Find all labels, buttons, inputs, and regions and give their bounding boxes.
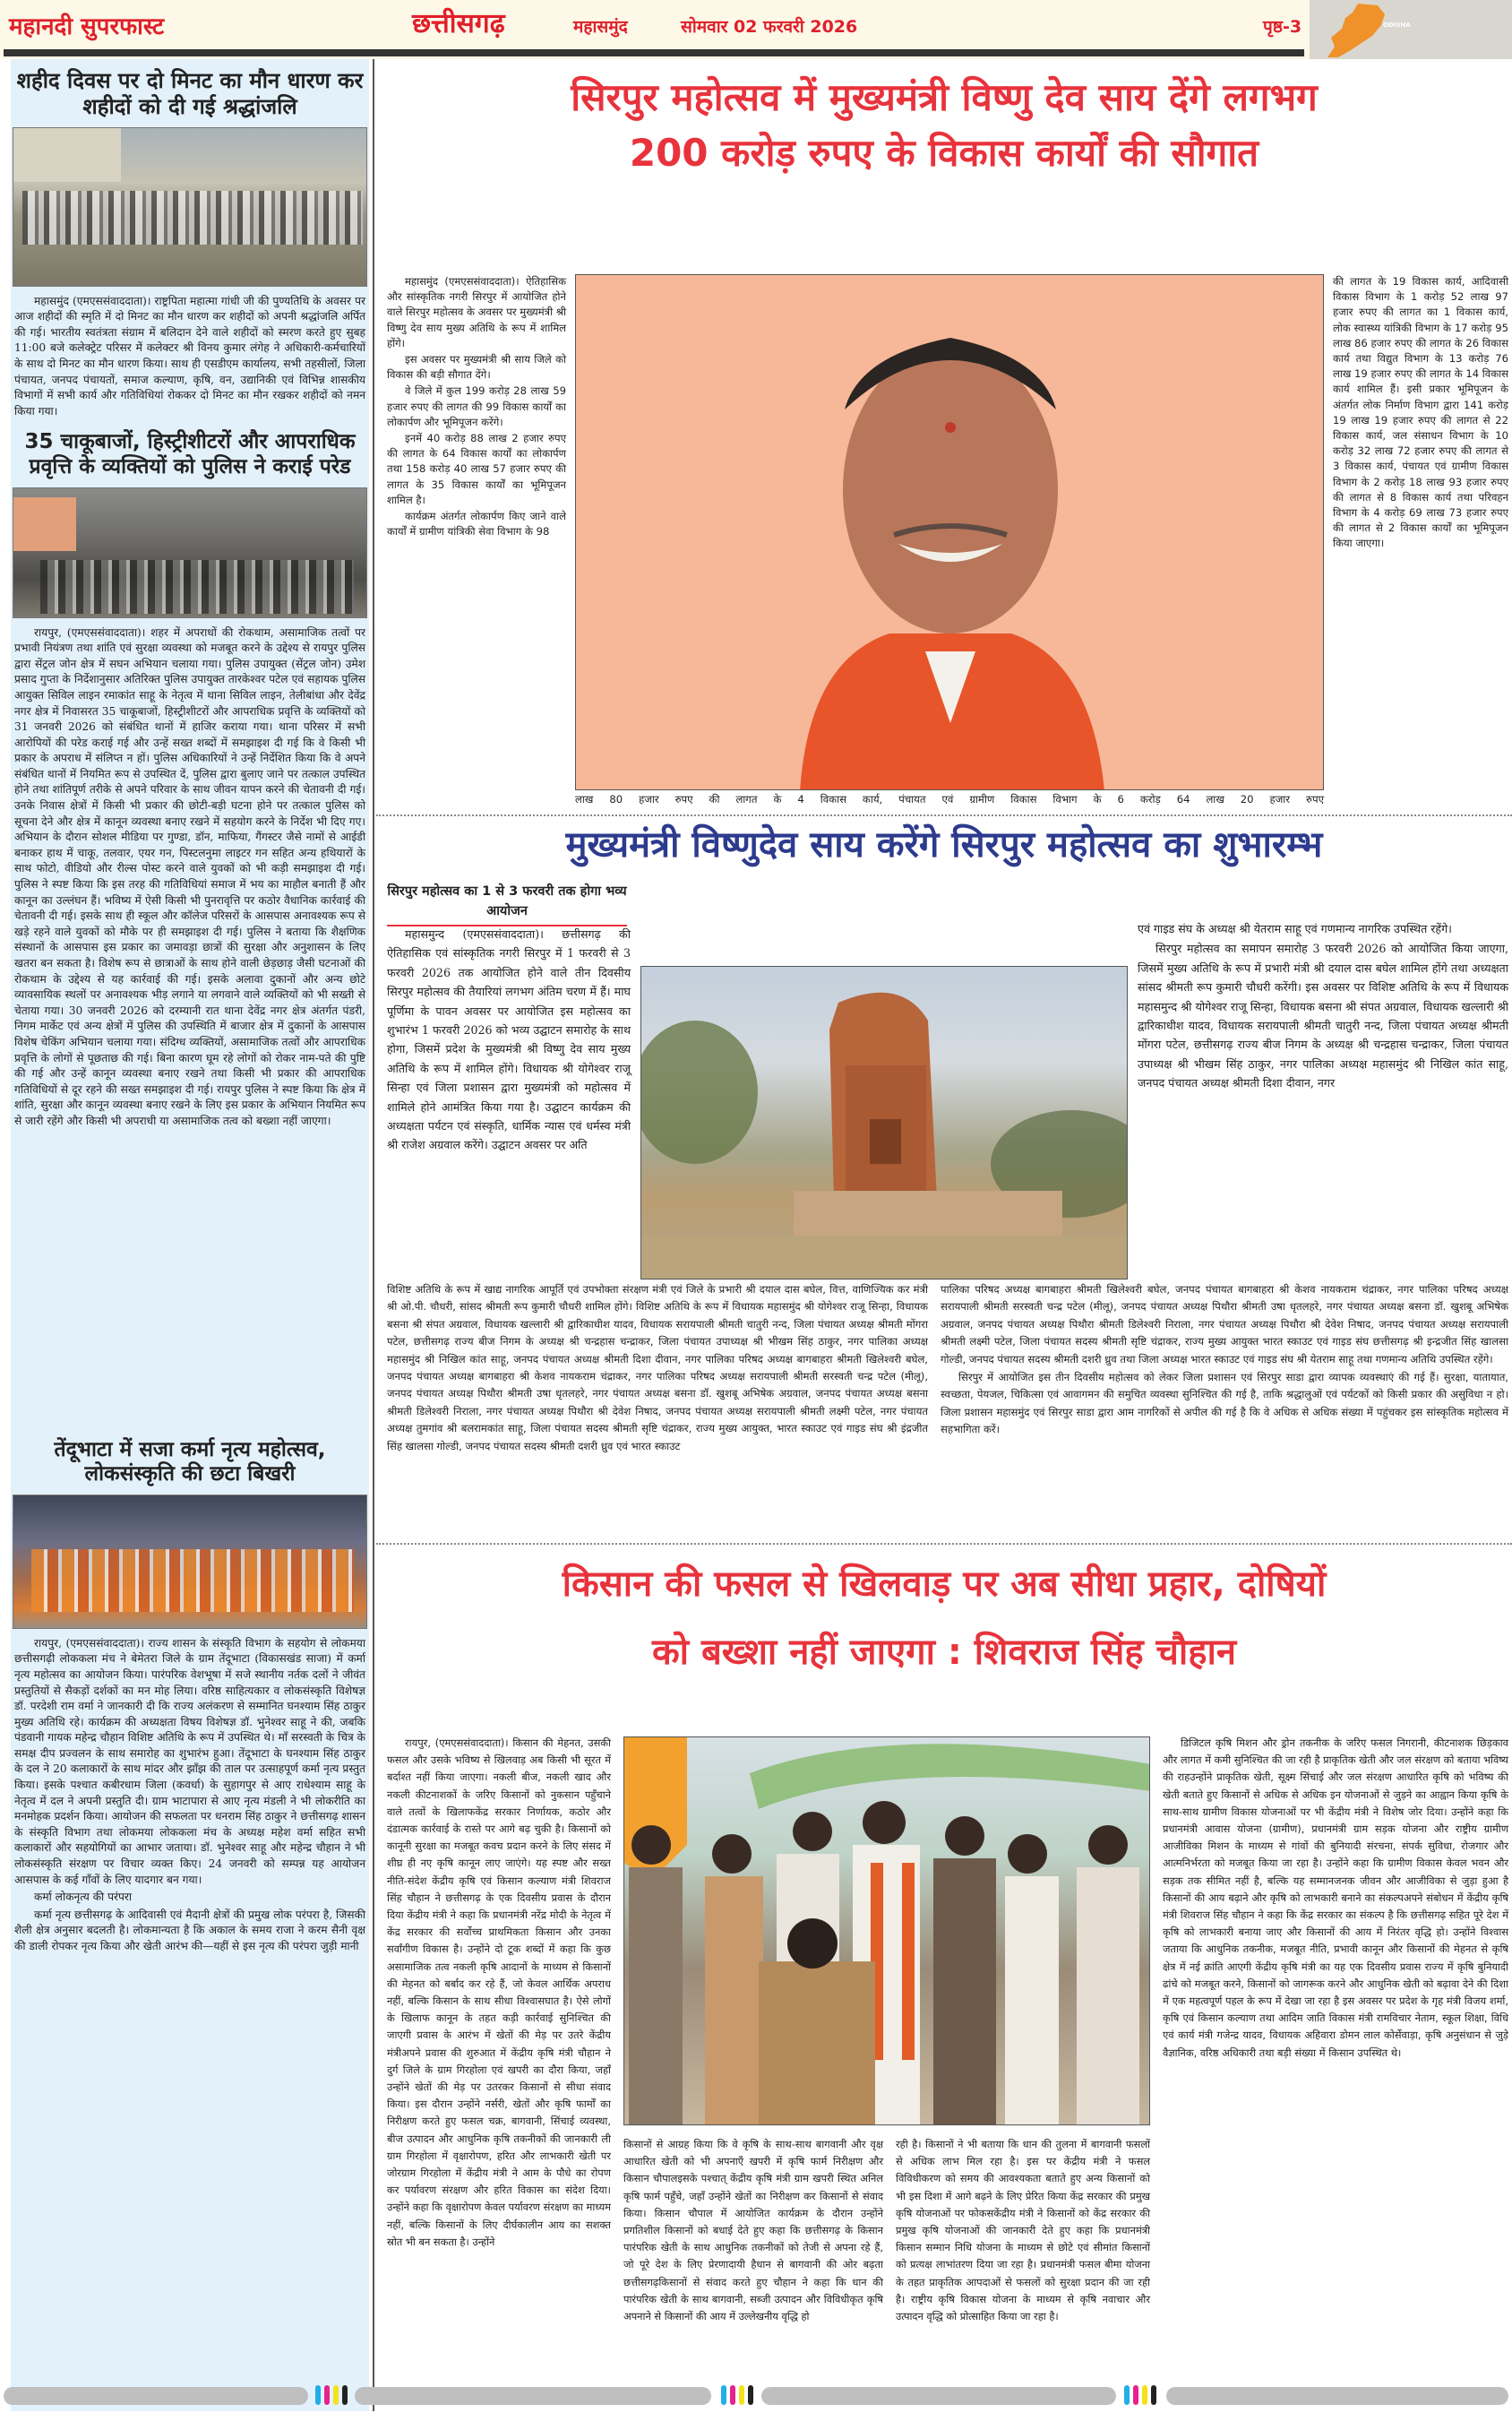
headline: तेंदूभाटा में सजा कर्मा नृत्य महोत्सव, लोकसंस्कृति की छटा बिखरी bbox=[54, 1437, 326, 1486]
photo-chief-minister bbox=[575, 274, 1324, 790]
masthead-rule bbox=[4, 49, 1304, 56]
registration-mark-magenta bbox=[730, 2385, 735, 2405]
lead-headline: सिरपुर महोत्सव में मुख्यमंत्री विष्णु देव साय देंगे लगभग 200 करोड़ रुपए के विकास कार्यों की सौगात bbox=[571, 75, 1318, 175]
registration-mark-magenta bbox=[324, 2385, 330, 2405]
section-divider bbox=[376, 814, 1512, 816]
photo-sirpur-temple bbox=[640, 966, 1128, 1280]
main-area bbox=[376, 59, 1512, 2411]
footer-bar bbox=[4, 2387, 308, 2405]
photo-police-parade bbox=[13, 487, 367, 618]
footer-bar bbox=[1166, 2387, 1508, 2405]
third-column-4: डिजिटल कृषि मिशन और ड्रोन तकनीक के जरिए फसल निगरानी, कीटनाशक छिड़काव और लागत में कमी सुनिश्चित की जा रही है प्राकृतिक खेती और जल संरक्षण को बताया भविष्य की राहउन्होंने प्राकृतिक खेती, सूक्ष्म सिंचाई और जल संरक्षण आधारित कृषि को भविष्य की खेती बताते हुए किसानों से अधिक से अधिक इन योजनाओं से जुड़ने का आह्वान किया कृषि के साथ-साथ ग्रामीण विकास योजनाओं पर भी केंद्रीय मंत्री ने विशेष जोर दिया। उन्होंने कहा कि प्रधानमंत्री आवास योजना (ग्रामीण), प्रधानमंत्री ग्राम सड़क योजना और राष्ट्रीय ग्रामीण आजीविका मिशन के माध्यम से गांवों की बुनियादी संरचना, संपर्क सुविधा, रोजगार और आत्मनिर्भरता को मजबूत किया जा रहा है। उन्होंने कहा कि ग्रामीण विकास केवल भवन और सड़क तक सीमित नहीं है, बल्कि यह सम्मानजनक जीवन और आजीविका से जुड़ा हुआ है किसानों की आय बढ़ाने और कृषि को लाभकारी बनाने का संकल्पअपने संबोधन में केंद्रीय कृषि मंत्री शिवराज सिंह चौहान ने कहा कि केंद्र सरकार का संकल्प है कि छत्तीसगढ़ सहित पूरे देश में कृषि को लाभकारी बनाया जाए और किसानों की आय में निरंतर वृद्धि हो। उन्होंने विश्वास जताया कि आधुनिक तकनीक, मजबूत नीति, प्रभावी कानून और किसानों की मेहनत से कृषि क्षेत्र में नई क्रांति आएगी केंद्रीय कृषि मंत्री का यह एक दिवसीय प्रवास राज्य में कृषि बुनियादी ढांचे को मजबूत करने, किसानों को जागरूक करने और आधुनिक खेती को बढ़ावा देने की दिशा में एक महत्वपूर्ण पहल के रूप में देखा जा रहा है इस अवसर पर प्रदेश के गृह मंत्री विजय शर्मा, कृषि एवं किसान कल्याण तथा आदिम जाति विकास मंत्री रामविचार नेताम, स्कूल शिक्षा, विधि एवं कार्य मंत्री गजेन्द्र यादव, विधायक अहिवारा डोमन लाल कोर्सेवाड़ा, कृषि अनुसंधान से जुड़े वैज्ञानिक, वरिष्ठ अधिकारी तथा बड़ी संख्या में किसान उपस्थित थे। bbox=[1163, 1736, 1508, 2059]
second-headline: मुख्यमंत्री विष्णुदेव साय करेंगे सिरपुर महोत्सव का शुभारम्भ bbox=[565, 824, 1323, 866]
registration-mark-cyan bbox=[1124, 2385, 1130, 2405]
third-column-1: रायपुर, (एमएससंवाददाता)। किसान की मेहनत, उसकी फसल और उसके भविष्य से खिलवाड़ अब किसी भी सूरत में बर्दाश्त नहीं किया जाएगा। नकली बीज, नकली खाद और नकली कीटनाशकों के जरिए किसानों को नुकसान पहुँचाने वाले तत्वों के खिलाफकेंद्र सरकार निर्णायक, कठोर और दंडात्मक कार्रवाई के रास्ते पर आगे बढ़ चुकी है। किसानों को कानूनी सुरक्षा का मजबूत कवच प्रदान करने के लिए संसद में शीघ्र ही नए कृषि कानून लाए जाएंगे। यह स्पष्ट और सख्त नीति-संदेश केंद्रीय कृषि एवं किसान कल्याण मंत्री शिवराज सिंह चौहान ने छत्तीसगढ़ के एक दिवसीय प्रवास के दौरान दिया केंद्रीय मंत्री ने कहा कि प्रधानमंत्री नरेंद्र मोदी के नेतृत्व में केंद्र सरकार की सर्वोच्च प्राथमिकता किसान और उनका सर्वांगीण विकास है। उन्होंने दो टूक शब्दों में कहा कि कुछ असामाजिक तत्व नकली कृषि आदानों के माध्यम से किसानों की मेहनत को बर्बाद कर रहे हैं, जो केवल आर्थिक अपराध नहीं, बल्कि किसान के साथ सीधा विश्वासघात है। ऐसे लोगों के खिलाफ कानून के तहत कड़ी कार्रवाई सुनिश्चित की जाएगी प्रवास के आरंभ में खेतों की मेड़ पर उतरे केंद्रीय मंत्रीअपने प्रवास की शुरुआत में केंद्रीय कृषि मंत्री चौहान ने दुर्ग जिले के ग्राम गिरहोला एवं खपरी का दौरा किया, जहाँ उन्होंने खेतों की मेड़ पर उतरकर किसानों से सीधा संवाद किया। इस दौरान उन्होंने नर्सरी, खेतों और कृषि फार्मों का निरीक्षण करते हुए फसल चक्र, बागवानी, सिंचाई व्यवस्था, बीज उत्पादन और आधुनिक कृषि तकनीकों की जानकारी ली ग्राम गिरहोला में वृक्षारोपण, हरित और लाभकारी खेती पर जोरग्राम गिरहोला में केंद्रीय मंत्री ने आम के पौधे का रोपण कर पर्यावरण संरक्षण और हरित विकास का संदेश दिया। उन्होंने कहा कि वृक्षारोपण केवल पर्यावरण संरक्षण का माध्यम नहीं, बल्कि किसानों के लिए दीर्घकालीन आय का सशक्त स्रोत भी बन सकता है। उन्होंने bbox=[387, 1736, 611, 2248]
lead-column-3: की लागत के 19 विकास कार्य, आदिवासी विकास विभाग के 1 करोड़ 52 लाख 97 हजार रुपए की लागत का 1 विकास कार्य, लोक स्वास्थ्य यांत्रिकी विभाग के 17 करोड़ 95 लाख 86 हजार रुपए की लागत के 26 विकास कार्य तथा विद्युत विभाग के 13 करोड़ 76 लाख 19 हजार रुपए की लागत के 14 विकास कार्य शामिल हैं। इसी प्रकार भूमिपूजन के अंतर्गत लोक निर्माण विभाग द्वारा 141 करोड़ 19 लाख 19 हजार रुपए की लागत से 22 विकास कार्य, जल संसाधन विभाग के 10 करोड़ 32 लाख 72 हजार रुपए की लागत से 3 विकास कार्य, पंचायत एवं ग्रामीण विकास विभाग के 2 करोड़ 18 लाख 93 हजार रुपए की लागत से 8 विकास कार्य तथा परिवहन विभाग के 4 करोड़ 69 लाख 73 हजार रुपए की लागत से 2 विकास कार्यों का भूमिपूजन किया जाएगा। bbox=[1333, 275, 1508, 550]
story-karma-dance bbox=[11, 1433, 369, 1960]
footer-bar bbox=[761, 2387, 1116, 2405]
column-rule bbox=[373, 59, 374, 2411]
second-wide-left: विशिष्ट अतिथि के रूप में खाद्य नागरिक आपूर्ति एवं उपभोक्ता संरक्षण मंत्री एवं जिले के प्रभारी श्री दयाल दास बघेल, वित्त, वाणिज्यिक कर मंत्री श्री ओ.पी. चौधरी, सांसद श्रीमती रूप कुमारी चौधरी शामिल होंगे। विशिष्ट अतिथि के रूप में विधायक महासमुंद श्री योगेश्वर राजू सिन्हा, विधायक बसना श्री संपत अग्रवाल, विधायक खल्लारी श्री द्वारिकाधीश यादव, विधायक सरायपाली श्रीमती चातुरी नन्द, जिला पंचायत अध्यक्ष श्रीमती मोंगरा पटेल, छत्तीसगढ़ राज्य बीज निगम के अध्यक्ष श्री चन्द्रहास चन्द्राकर, जिला पंचायत उपाध्यक्ष श्री भीखम सिंह ठाकुर, नगर पालिका अध्यक्ष महासमुंद श्री निखिल कांत साहू, जनपद पंचायत अध्यक्ष श्रीमती दिशा दीवान, नगर पालिका परिषद अध्यक्ष बागबाहरा श्रीमती खिलेश्वरी बघेल, जनपद पंचायत अध्यक्ष बागबाहरा श्री केशव नायकराम चंद्राकर, नगर पालिका परिषद अध्यक्ष सरायपाली श्रीमती सरस्वती चन्द्र पटेल (मीलू), जनपद पंचायत अध्यक्ष पिथौरा श्रीमती उषा धृतलहरे, नगर पंचायत अध्यक्ष बसना डॉ. खुशबू अभिषेक अग्रवाल, जनपद पंचायत अध्यक्ष बसना श्रीमती डिलेश्वरी निराला, नगर पंचायत अध्यक्ष पिथौरा श्री देवेश निषाद, जनपद पंचायत अध्यक्ष सरायपाली श्रीमती लक्ष्मी पटेल, नगर पंचायत अध्यक्ष तुमगांव श्री बलरामकांत साहू, जिला पंचायत सदस्य श्रीमती सृष्टि चंद्राकर, राज्य मुख्य आयुक्त, भारत स्काउट एवं गाइड संघ श्री इंद्रजीत सिंह खालसा गोल्डी, जनपद पंचायत सदस्य श्रीमती दशरी ध्रुव एवं भारत स्काउट bbox=[387, 1283, 928, 1452]
event-image bbox=[624, 1737, 1150, 2125]
third-headline: किसान की फसल से खिलवाड़ पर अब सीधा प्रहार, दोषियों को बख्शा नहीं जाएगा : शिवराज सिंह चौहान bbox=[562, 1564, 1327, 1673]
registration-mark-black bbox=[342, 2385, 348, 2405]
left-column bbox=[11, 59, 369, 2411]
second-column-1: महासमुन्द (एमएससंवाददाता)। छत्तीसगढ़ की ऐतिहासिक एवं सांस्कृतिक नगरी सिरपुर में 1 फरवरी से 3 फरवरी 2026 तक आयोजित होने वाले तीन दिवसीय सिरपुर महोत्सव की तैयारियां लगभग अंतिम चरण में हैं। माघ पूर्णिमा के पावन अवसर पर आयोजित इस महोत्सव का शुभारंभ 1 फरवरी 2026 को भव्य उद्घाटन समारोह के साथ होगा, जिसमें प्रदेश के मुख्यमंत्री श्री विष्णु देव साय मुख्य अतिथि के रूप में शामिल होंगे। विधायक श्री योगेश्वर राजू सिन्हा एवं जिला प्रशासन द्वारा मुख्यमंत्री को महोत्सव में शामिले होने आमंत्रित किया गया है। उद्घाटन कार्यक्रम की अध्यक्षता पर्यटन एवं संस्कृति, धार्मिक न्यास एवं धर्मस्व मंत्री श्री राजेश अग्रवाल करेंगे। उद्घाटन अवसर पर अति bbox=[387, 927, 631, 1152]
page-number: पृष्ठ-3 bbox=[1263, 17, 1302, 37]
portrait-image bbox=[576, 275, 1324, 790]
subheading: कर्मा लोकनृत्य की परंपरा bbox=[34, 1891, 133, 1904]
photo-shivraj-event bbox=[623, 1736, 1150, 2125]
registration-mark-black bbox=[1151, 2385, 1156, 2405]
registration-mark-black bbox=[748, 2385, 753, 2405]
photo-silence-ceremony bbox=[13, 127, 367, 287]
masthead bbox=[0, 0, 1512, 59]
registration-mark-yellow bbox=[333, 2385, 339, 2405]
paper-name: महानदी सुपरफास्ट bbox=[9, 13, 165, 40]
edition-city: महासमुंद bbox=[573, 17, 628, 37]
map-label: ODISHA bbox=[1383, 22, 1411, 29]
odisha-map-icon bbox=[1319, 2, 1390, 59]
registration-mark-magenta bbox=[1133, 2385, 1138, 2405]
photo-caption-line: लाख 80 हजार रुपए की लागत के 4 विकास कार्य, पंचायत एवं ग्रामीण विकास विभाग के 6 करोड़ 64 लाख 20 हजार रुपए bbox=[575, 793, 1324, 806]
third-column-3: रही है। किसानों ने भी बताया कि धान की तुलना में बागवानी फसलों से अधिक लाभ मिल रहा है। इस पर केंद्रीय मंत्री ने फसल विविधीकरण को समय की आवश्यकता बताते हुए अन्य किसानों को भी इस दिशा में आगे बढ़ने के लिए प्रेरित किया केंद्र सरकार की प्रमुख कृषि योजनाओं पर फोकसकेंद्रीय मंत्री ने किसानों को केंद्र सरकार की प्रमुख कृषि योजनाओं की जानकारी देते हुए कहा कि प्रधानमंत्री किसान सम्मान निधि योजना के माध्यम से छोटे एवं सीमांत किसानों को प्रत्यक्ष लाभांतरण दिया जा रहा है। प्रधानमंत्री फसल बीमा योजना के तहत प्राकृतिक आपदाओं से फसलों को सुरक्षा प्रदान की जा रही है। राष्ट्रीय कृषि विकास योजना के माध्यम से कृषि नवाचार और उत्पादन वृद्धि को प्रोत्साहित किया जा रहा है। bbox=[896, 2138, 1150, 2323]
temple-image bbox=[641, 967, 1128, 1280]
third-column-2: किसानों से आग्रह किया कि वे कृषि के साथ-साथ बागवानी और वृक्ष आधारित खेती को भी अपनाएँ खपरी में कृषि फार्म निरीक्षण और किसान चौपालइसके पश्चात् केंद्रीय कृषि मंत्री ग्राम खपरी स्थित अनिल कृषि फार्म पहुँचे, जहाँ उन्होंने खेतों का निरीक्षण कर किसानों से संवाद किया। किसान चौपाल में आयोजित कार्यक्रम के दौरान उन्होंने प्रगतिशील किसानों को बधाई देते हुए कहा कि छत्तीसगढ़ के किसान पारंपरिक खेती के साथ आधुनिक तकनीकों को तेजी से अपना रहे हैं, जो पूरे देश के लिए प्रेरणादायी हैधान से बागवानी की ओर बढ़ता छत्तीसगढ़किसानों से संवाद करते हुए चौहान ने कहा कि धान की पारंपरिक खेती के साथ बागवानी, सब्जी उत्पादन और विविधीकृत कृषि अपनाने से किसानों की आय में उल्लेखनीय वृद्धि हो bbox=[623, 2138, 883, 2323]
headline: शहीद दिवस पर दो मिनट का मौन धारण कर शहीदों को दी गई श्रद्धांजलि bbox=[16, 68, 364, 119]
registration-mark-cyan bbox=[721, 2385, 726, 2405]
registration-mark-yellow bbox=[739, 2385, 744, 2405]
state-map bbox=[1310, 0, 1512, 59]
headline: 35 चाकूबाजों, हिस्ट्रीशीटरों और आपराधिक प्रवृत्ति के व्यक्तियों को पुलिस ने कराई परेड bbox=[24, 430, 356, 478]
footer-bar bbox=[355, 2387, 711, 2405]
second-wide-right: पालिका परिषद अध्यक्ष बागबाहरा श्रीमती खिलेश्वरी बघेल, जनपद पंचायत बागबाहरा श्री केशव नायकराम चंद्राकर, नगर पालिका परिषद अध्यक्ष सरायपाली श्रीमती सरस्वती चन्द्र पटेल (मीलू), जनपद पंचायत अध्यक्ष पिथौरा श्रीमती उषा धृतलहरे, नगर पंचायत अध्यक्ष बसना डॉ. खुशबू अभिषेक अग्रवाल, जनपद पंचायत अध्यक्ष पिथौरा श्रीमती डिलेश्वरी निराला, नगर पंचायत अध्यक्ष पिथौरा श्री देवेश निषाद, जनपद पंचायत अध्यक्ष सरायपाली श्रीमती लक्ष्मी पटेल, जिला पंचायत सदस्य श्रीमती सृष्टि चंद्राकर, राज्य मुख्य आयुक्त भारत स्काउट एवं गाइड संघ छत्तीसगढ़ श्री इन्द्रजीत सिंह खालसा गोल्डी, जनपद पंचायत सदस्य श्रीमती दशरी ध्रुव तथा जिला अध्यक्ष भारत स्काउट एवं गाइड संघ श्री येतराम साहू तथा गणमान्य अतिथि उपस्थित रहेंगे। सिरपुर में आयोजित इस तीन दिवसीय महोत्सव को लेकर जिला प्रशासन एवं सिरपुर साडा द्वारा व्यापक व्यवस्थाएं की गई हैं। सुरक्षा, यातायात, स्वच्छता, पेयजल, चिकित्सा एवं आवागमन की समुचित व्यवस्था सुनिश्चित की गई है, ताकि श्रद्धालुओं एवं पर्यटकों को किसी प्रकार की असुविधा न हो। जिला प्रशासन महासमुंद एवं सिरपुर साडा द्वारा आम नागरिकों से अपील की गई है कि वे अधिक से अधिक संख्या में पहुंचकर इस सांस्कृतिक महोत्सव में सहभागिता करें। bbox=[941, 1283, 1508, 1436]
story-police-parade bbox=[11, 425, 369, 1432]
article-body: रायपुर, (एमएससंवाददाता)। राज्य शासन के संस्कृति विभाग के सहयोग से लोकमया छत्तीसगढ़ी लोककला मंच ने बेमेतरा जिले के ग्राम तेंदूभाटा (विकासखंड साजा) में कर्मा नृत्य महोत्सव का आयोजन किया। पारंपरिक वेशभूषा में सजे स्थानीय नर्तक दलों ने जीवंत प्रस्तुतियों से सैकड़ों दर्शकों का मन मोह लिया। वरिष्ठ साहित्यकार व लोकसंस्कृति विशेषज्ञ डॉ. परदेशी राम वर्मा ने जानकारी दी कि राज्य अलंकरण से सम्मानित घनश्याम सिंह ठाकुर मुख्य अतिथि रहे। कार्यक्रम की अध्यक्षता विषय विशेषज्ञ डॉ. भुनेश्वर साहू ने की, जबकि पंडवानी गायक महेन्द्र चौहान विशिष्ट अतिथि के रूप में उपस्थित थे। माँ सरस्वती के चित्र के समक्ष दीप प्रज्वलन के साथ समारोह का शुभारंभ हुआ। तेंदूभाटा के घनश्याम सिंह ठाकुर के दल ने 20 कलाकारों के साथ मांदर और झाँझ की ताल पर उत्साहपूर्ण कर्मा नृत्य प्रस्तुत किया। इसके पश्चात कबीरधाम जिला (कवर्धा) के सुहागपुर से आए राधेश्याम साहू के नेतृत्व में दल ने अपनी प्रस्तुति दी। ग्राम भाटापारा से आए नृत्य मंडली ने भी लोकरीति का मनमोहक प्रदर्शन किया। आयोजन की सफलता पर धनराम सिंह ठाकुर ने छत्तीसगढ़ शासन के संस्कृति विभाग तथा लोकमया लोककला मंच के अध्यक्ष महेश वर्मा सहित सभी कलाकारों और सहयोगियों का आभार जताया। डॉ. भुनेश्वर साहू और महेन्द्र चौहान ने भी लोकसंस्कृति संरक्षण पर विचार व्यक्त किए। 24 जनवरी को सम्पन्न यह आयोजन आसपास के कई गाँवों के लिए यादगार बन गया। कर्मा लोकनृत्य की परंपरा कर्मा नृत्य छत्तीसगढ़ के आदिवासी एवं मैदानी क्षेत्रों की प्रमुख लोक परंपरा है, जिसकी शैली क्षेत्र अनुसार बदलती है। लोकमान्यता है कि अकाल के समय राजा ने करम सैनी वृक्ष की डाली रोपकर नृत्य किया और खेती आरंभ की—यहीं से इस नृत्य की परंपरा जुड़ी मानी bbox=[14, 1636, 365, 1952]
lead-column-1: महासमुंद (एमएससंवाददाता)। ऐतिहासिक और सांस्कृतिक नगरी सिरपुर में आयोजित होने वाले सिरपुर महोत्सव के अवसर पर मुख्यमंत्री श्री विष्णु देव साय मुख्य अतिथि के रूप में शामिल होंगे। इस अवसर पर मुख्यमंत्री श्री साय जिले को विकास की बड़ी सौगात देंगे। वे जिले में कुल 199 करोड़ 28 लाख 59 हजार रुपए की लागत की 99 विकास कार्यों का लोकार्पण और भूमिपूजन करेंगे। इनमें 40 करोड़ 88 लाख 2 हजार रुपए की लागत के 64 विकास कार्यों का लोकार्पण तथा 158 करोड़ 40 लाख 57 हजार रुपए की लागत के 35 विकास कार्यों का भूमिपूजन शामिल है। कार्यक्रम अंतर्गत लोकार्पण किए जाने वाले कार्यों में ग्रामीण यांत्रिकी सेवा विभाग के 98 bbox=[387, 275, 566, 539]
story-martyrs-day bbox=[11, 59, 369, 425]
photo-karma-dance bbox=[13, 1495, 367, 1629]
article-body: महासमुंद (एमएससंवाददाता)। राष्ट्रपिता महात्मा गांधी जी की पुण्यतिथि के अवसर पर आज शहीदों की स्मृति में दो मिनट का मौन धारण कर शहीदों को अपनी श्रद्धांजलि अर्पित की गई। भारतीय स्वतंत्रता संग्राम में बलिदान देने वाले शहीदों को स्मरण करते हुए सुबह 11:00 बजे कलेक्ट्रेट परिसर में कलेक्टर श्री विनय कुमार लंगेह ने अधिकारी-कर्मचारियों के साथ दो मिनट का मौन धारण किया। साथ ही एसडीएम कार्यालय, सभी तहसीलों, जिला पंचायत, जनपद पंचायतों, समाज कल्याण, कृषि, वन, उद्यानिकी एवं विभिन्न शासकीय विभागों में सभी कार्य और गतिविधियां रोककर दो मिनट का मौन रखकर शहीदों को नमन किया गया। bbox=[14, 294, 365, 418]
registration-mark-yellow bbox=[1142, 2385, 1147, 2405]
section-divider bbox=[376, 1543, 1512, 1545]
article-body: रायपुर, (एमएससंवाददाता)। शहर में अपराधों की रोकथाम, असामाजिक तत्वों पर प्रभावी नियंत्रण तथा शांति एवं सुरक्षा व्यवस्था को मजबूत करने के उद्देश्य से रायपुर पुलिस द्वारा सेंट्रल जोन क्षेत्र में सघन अभियान चलाया गया। पुलिस उपायुक्त (सेंट्रल जोन) उमेश प्रसाद गुप्ता के निर्देशानुसार अतिरिक्त पुलिस उपायुक्त तारकेश्वर पटेल एवं सहायक पुलिस आयुक्त सिविल लाइन रमाकांत साहू के नेतृत्व में थाना सिविल लाइन, तेलीबांधा और देवेंद्र नगर क्षेत्र में निवासरत 35 चाकूबाजों, हिस्ट्रीशीटरों और आपराधिक प्रवृत्ति के व्यक्तियों को 31 जनवरी 2026 को संबंधित थानों में हाजिर कराया गया। थाना परिसर में सभी आरोपियों की परेड कराई गई और उन्हें सख्त शब्दों में समझाइश दी गई कि वे किसी भी प्रकार के अपराध में संलिप्त न हों। पुलिस अधिकारियों ने उन्हें निर्देशित किया कि वे अपने संबंधित थानों में नियमित रूप से उपस्थित दें, पुलिस द्वारा बुलाए जाने पर तत्काल उपस्थित होने तथा शांतिपूर्ण तरीके से अपने परिवार के साथ जीवन यापन करने की चेतावनी दी गई। उनके निवास क्षेत्रों में किसी भी प्रकार की छोटी-बड़ी घटना होने पर तत्काल पुलिस को सूचना देने और क्षेत्र में कानून व्यवस्था बनाए रखने में सहयोग करने के निर्देश भी दिए गए। अभियान के दौरान सोशल मीडिया पर गुण्डा, डॉन, माफिया, गैंगस्टर जैसे नामों से आईडी बनाकर हाथ में चाकू, तलवार, एयर गन, पिस्टलनुमा लाइटर गन सहित अन्य हथियारों के साथ फोटो, वीडियो और रील्स पोस्ट करने वाले युवकों को भी कड़ी समझाइश दी गई। पुलिस ने स्पष्ट किया कि इस तरह की गतिविधियां समाज में भय का माहौल बनाती हैं और कानून का उल्लंघन हैं। भविष्य में ऐसी किसी भी पुनरावृत्ति पर कठोर वैधानिक कार्रवाई की चेतावनी दी गई। इसके साथ ही स्कूल और कॉलेज परिसरों के आसपास अनावश्यक रूप से खड़े रहने वाले युवकों को मौके पर ही समझाइश दी गई। पुलिस ने बताया कि शैक्षणिक संस्थानों के आसपास इस प्रकार का जमावड़ा छात्रों की सुरक्षा और अनुशासन के लिए खतरा बन सकता है। विशेष रूप से छात्राओं के साथ होने वाली छेड़छाड़ जैसी घटनाओं की रोकथाम के उद्देश्य से यह कार्रवाई की गई। इसके अलावा दुकानों और अन्य छोटे व्यावसायिक स्थलों पर अनावश्यक भीड़ लगाने या लगवाने वाले व्यक्तियों को भी सख्ती से चेताया गया। 30 जनवरी 2026 को दरम्यानी रात थाना देवेंद्र नगर क्षेत्र अंतर्गत पंडरी, निगम मार्केट एवं अन्य क्षेत्रों में पुलिस की उपस्थिति में बाजार क्षेत्र में दुकानों के आसपास विशेष चेकिंग अभियान चलाया गया। संदिग्ध व्यक्तियों, असामाजिक तत्वों और आपराधिक प्रवृत्ति के लोगों से पूछताछ की गई। बिना कारण घूम रहे लोगों को रोकर नाम-पते की पुष्टि की गई और उन्हें कानून व्यवस्था बनाए रखने तथा किसी भी प्रकार की आपराधिक गतिविधियों से दूर रहने की सख्त समझाइश दी गई। रायपुर पुलिस ने स्पष्ट किया कि क्षेत्र में शांति, सुरक्षा और कानून व्यवस्था बनाए रखने के लिए इस प्रकार के अभियान नियमित रूप से जारी रहेंगे और किसी भी अपराधी या असामाजिक तत्व को बख्शा नहीं जाएगा। bbox=[14, 625, 365, 1127]
issue-date: सोमवार 02 फरवरी 2026 bbox=[681, 17, 858, 37]
registration-mark-cyan bbox=[315, 2385, 321, 2405]
state-name: छत्तीसगढ़ bbox=[412, 8, 505, 39]
page-footer bbox=[0, 2383, 1512, 2430]
kicker: सिरपुर महोत्सव का 1 से 3 फरवरी तक होगा भव्य आयोजन bbox=[387, 882, 627, 926]
second-column-3: एवं गाइड संघ के अध्यक्ष श्री येतराम साहू एवं गणमान्य नागरिक उपस्थित रहेंगे। सिरपुर महोत्सव का समापन समारोह 3 फरवरी 2026 को आयोजित किया जाएगा, जिसमें मुख्य अतिथि के रूप में प्रभारी मंत्री श्री दयाल दास बघेल शामिल होंगे तथा अध्यक्षता सांसद श्रीमती रूप कुमारी चौधरी करेंगी। इस अवसर पर विशिष्ट अतिथि के रूप में विधायक महासमुन्द श्री योगेश्वर राजू सिन्हा, विधायक बसना श्री संपत अग्रवाल, विधायक खल्लारी श्री द्वारिकाधीश यादव, विधायक सरायपाली श्रीमती चातुरी नन्द, जिला पंचायत अध्यक्ष श्रीमती मोंगरा पटेल, छत्तीसगढ़ राज्य बीज निगम के अध्यक्ष श्री चन्द्रहास चन्द्राकर, जिला पंचायत उपाध्यक्ष श्री भीखम सिंह ठाकुर, नगर पालिका अध्यक्ष महासमुंद श्री निखिल कांत साहू, जनपद पंचायत अध्यक्ष श्रीमती दिशा दीवान, नगर bbox=[1138, 922, 1508, 1090]
